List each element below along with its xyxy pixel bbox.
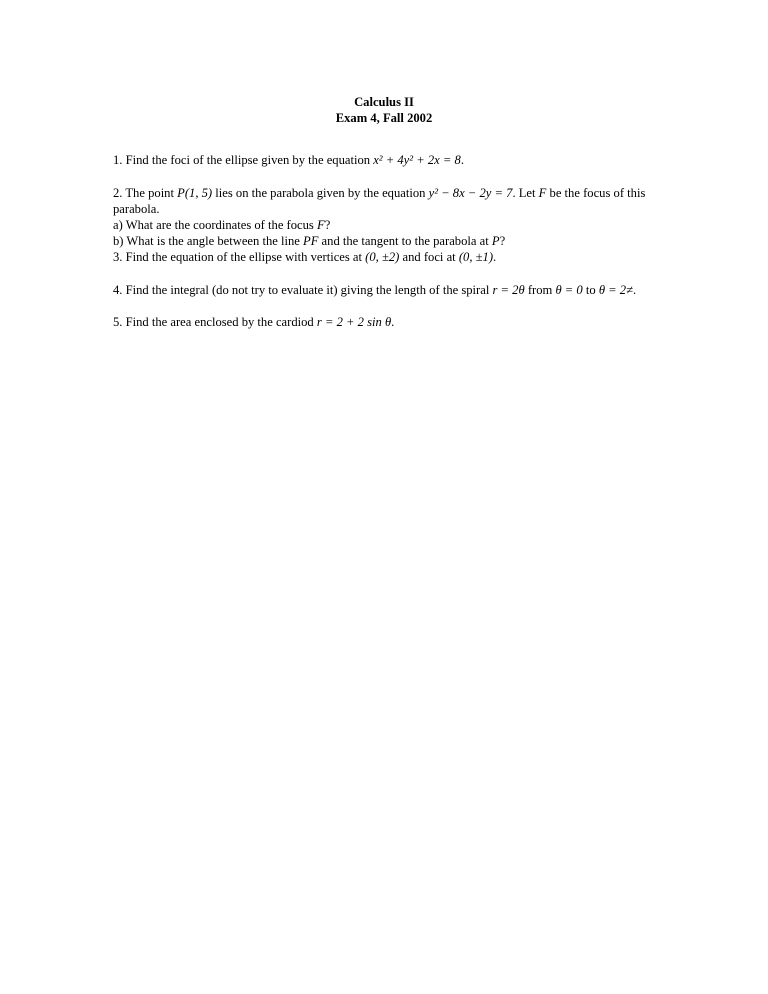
problem-text: be the focus of this: [546, 186, 646, 200]
problem-1: [113, 152, 713, 168]
math-expression: θ = 2≠: [598, 283, 634, 297]
problem-text: ?: [324, 218, 331, 232]
math-expression: P(1, 5): [177, 186, 213, 200]
problem-text: ?: [499, 234, 506, 248]
problem-text: .: [633, 283, 637, 297]
problem-text: 5. Find the area enclosed by the cardiod: [113, 315, 317, 329]
problem-text: lies on the parabola given by the equation: [212, 186, 429, 200]
problem-2a: [113, 217, 713, 233]
problem-text: 2. The point: [113, 186, 178, 200]
problem-text: .: [493, 250, 497, 264]
course-title: Calculus II: [354, 95, 414, 109]
problem-2-line-1: [113, 185, 713, 201]
problem-text: 1. Find the foci of the ellipse given by the equation: [113, 153, 374, 167]
problem-text: .: [391, 315, 395, 329]
problem-2: [113, 185, 713, 249]
math-expression: F: [316, 218, 325, 232]
problem-1-line: [113, 152, 713, 168]
problem-5-line: [113, 314, 713, 330]
math-expression: PF: [303, 234, 319, 248]
problem-3: [113, 249, 713, 265]
problem-5: [113, 314, 713, 330]
math-expression: r = 2θ: [492, 283, 525, 297]
problem-text: a) What are the coordinates of the focus: [113, 218, 317, 232]
problem-text: to: [582, 283, 599, 297]
math-expression: y² − 8x − 2y = 7: [428, 186, 513, 200]
math-expression: (0, ±1): [458, 250, 494, 264]
problem-text: and foci at: [399, 250, 459, 264]
exam-header: [0, 94, 768, 126]
problem-text: from: [524, 283, 556, 297]
problem-text: 3. Find the equation of the ellipse with vertices at: [113, 250, 366, 264]
problem-4: [113, 282, 713, 298]
math-expression: F: [538, 186, 547, 200]
problem-text: b) What is the angle between the line: [113, 234, 304, 248]
math-expression: x² + 4y² + 2x = 8: [373, 153, 461, 167]
problem-text: 4. Find the integral (do not try to evaluate it) giving the length of the spiral: [113, 283, 493, 297]
problem-text: parabola.: [113, 202, 160, 216]
exam-title: Exam 4, Fall 2002: [335, 111, 433, 125]
problem-3-line: [113, 249, 713, 265]
problem-text: . Let: [512, 186, 539, 200]
math-expression: P: [491, 234, 500, 248]
math-expression: (0, ±2): [365, 250, 400, 264]
math-expression: θ = 0: [555, 283, 583, 297]
problem-text: and the tangent to the parabola at: [318, 234, 492, 248]
problem-4-line: [113, 282, 713, 298]
problem-2-line-2: [113, 201, 713, 217]
problem-2b: [113, 233, 713, 249]
problem-text: .: [460, 153, 464, 167]
math-expression: r = 2 + 2 sin θ: [316, 315, 392, 329]
